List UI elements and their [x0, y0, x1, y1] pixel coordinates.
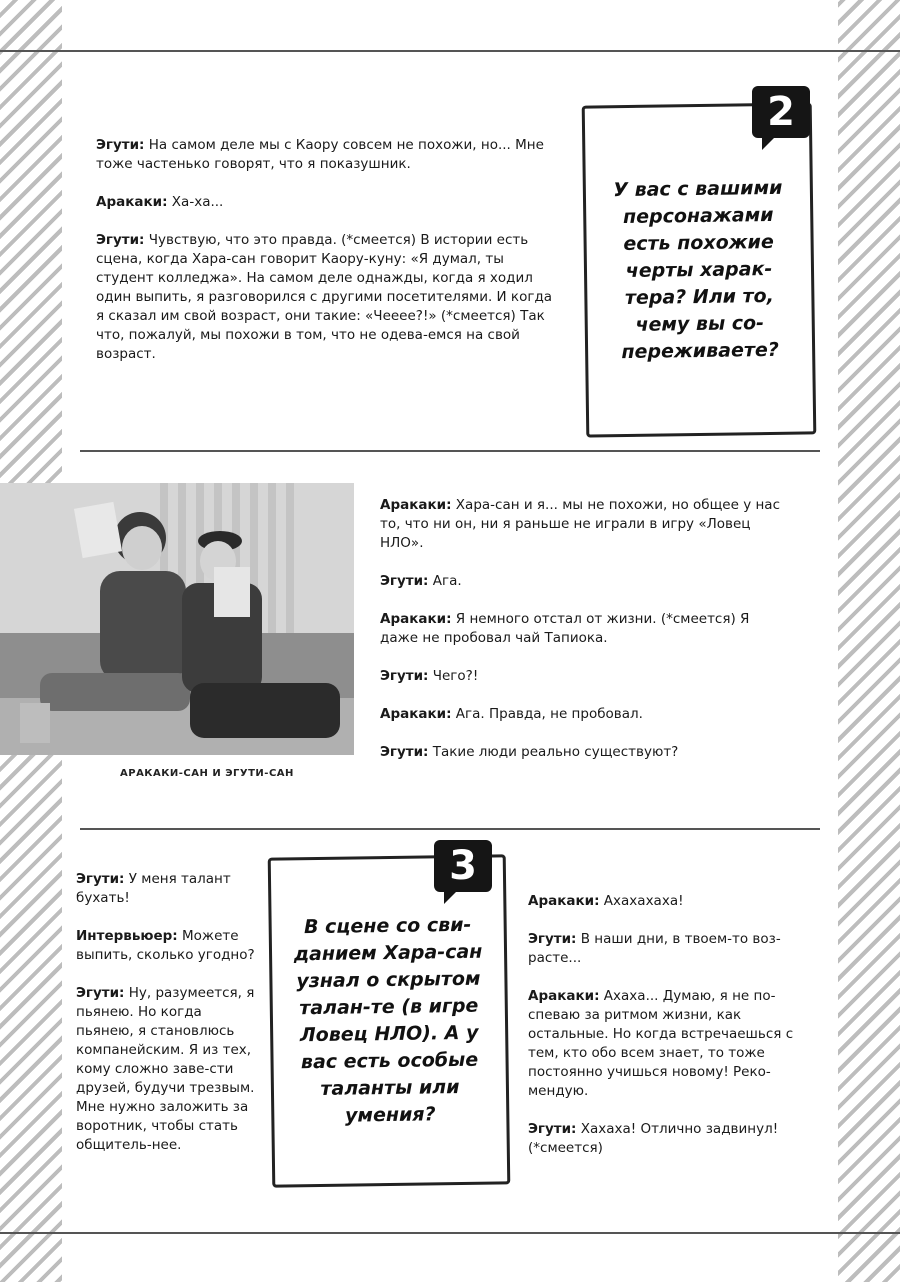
dialogue-line: Аракаки: Ха-ха... [96, 194, 224, 210]
dialogue-line: Эгути: Ага. [380, 573, 462, 589]
number-badge-2: 2 [752, 86, 810, 138]
section2-dialogue [96, 136, 558, 383]
dialogue-line: Интервьюер: Можете выпить, сколько угодно? [76, 928, 255, 963]
bottom-divider [0, 1232, 900, 1234]
dialogue-line: Аракаки: Ага. Правда, не пробовал. [380, 706, 643, 722]
top-divider [0, 50, 900, 52]
divider-1 [80, 450, 820, 452]
number-badge-3: 3 [434, 840, 492, 892]
dialogue-line: Аракаки: Хара-сан и я... мы не похожи, но общее у нас то, что ни он, ни я раньше не играли в игру «Ловец НЛО». [380, 497, 780, 551]
dialogue-line: Эгути: Чувствую, что это правда. (*смеется) В истории есть сцена, когда Хара-сан говорит Каору-куну: «Я думал, ты студент колледжа». На самом деле однажды, когда я ходил один выпить, я разговорился с другими посетителями. И когда я сказал им свой возраст, они такие: «Чееее?!» (*смеется) Так что, пожалуй, мы похожи в том, что не одева-емся на свой возраст. [96, 232, 553, 362]
photo-illustration [0, 483, 354, 755]
dialogue-line: Эгути: В наши дни, в твоем-то воз-расте... [528, 931, 781, 966]
dialogue-line: Эгути: Ну, разумеется, я пьянею. Но когда пьянею, я становлюсь компанейским. Я из тех, кому сложно заве-сти друзей, будучи трезвым. Мне нужно заложить за воротник, чтобы стать общитель-нее. [76, 985, 255, 1153]
question-box-2 [582, 102, 817, 437]
interview-photo [0, 483, 354, 755]
dialogue-line: Эгути: Хахаха! Отлично задвинул! (*смеется) [528, 1121, 779, 1156]
photo-caption: АРАКАКИ-САН И ЭГУТИ-САН [120, 768, 294, 779]
divider-2 [80, 828, 820, 830]
question-3-text: В сцене со сви-данием Хара-сан узнал о скрытом талан-те (в игре Ловец НЛО). А у вас есть особые таланты или умения? [293, 913, 483, 1127]
dialogue-line: Эгути: У меня талант бухать! [76, 871, 231, 906]
dialogue-line: Эгути: На самом деле мы с Каору совсем не похожи, но... Мне тоже частенько говорят, что я показушник. [96, 137, 544, 172]
dialogue-line: Аракаки: Ахахахаха! [528, 893, 684, 909]
dialogue-line: Эгути: Такие люди реально существуют? [380, 744, 679, 760]
question-2-text: У вас с вашими персонажами есть похожие черты харак-тера? Или то, чему вы со-переживаете? [613, 176, 783, 363]
photo-section-dialogue [380, 496, 790, 781]
dialogue-line: Аракаки: Ахаха... Думаю, я не по-спеваю за ритмом жизни, как остальные. Но когда встречаешься с тем, кто обо всем знает, то тоже постоянно учишься новому! Реко-мендую. [528, 988, 794, 1099]
section3-right-dialogue [528, 892, 800, 1177]
dialogue-line: Эгути: Чего?! [380, 668, 479, 684]
question-box-3 [268, 854, 511, 1187]
section3-left-dialogue [76, 870, 258, 1174]
dialogue-line: Аракаки: Я немного отстал от жизни. (*смеется) Я даже не пробовал чай Тапиока. [380, 611, 750, 646]
